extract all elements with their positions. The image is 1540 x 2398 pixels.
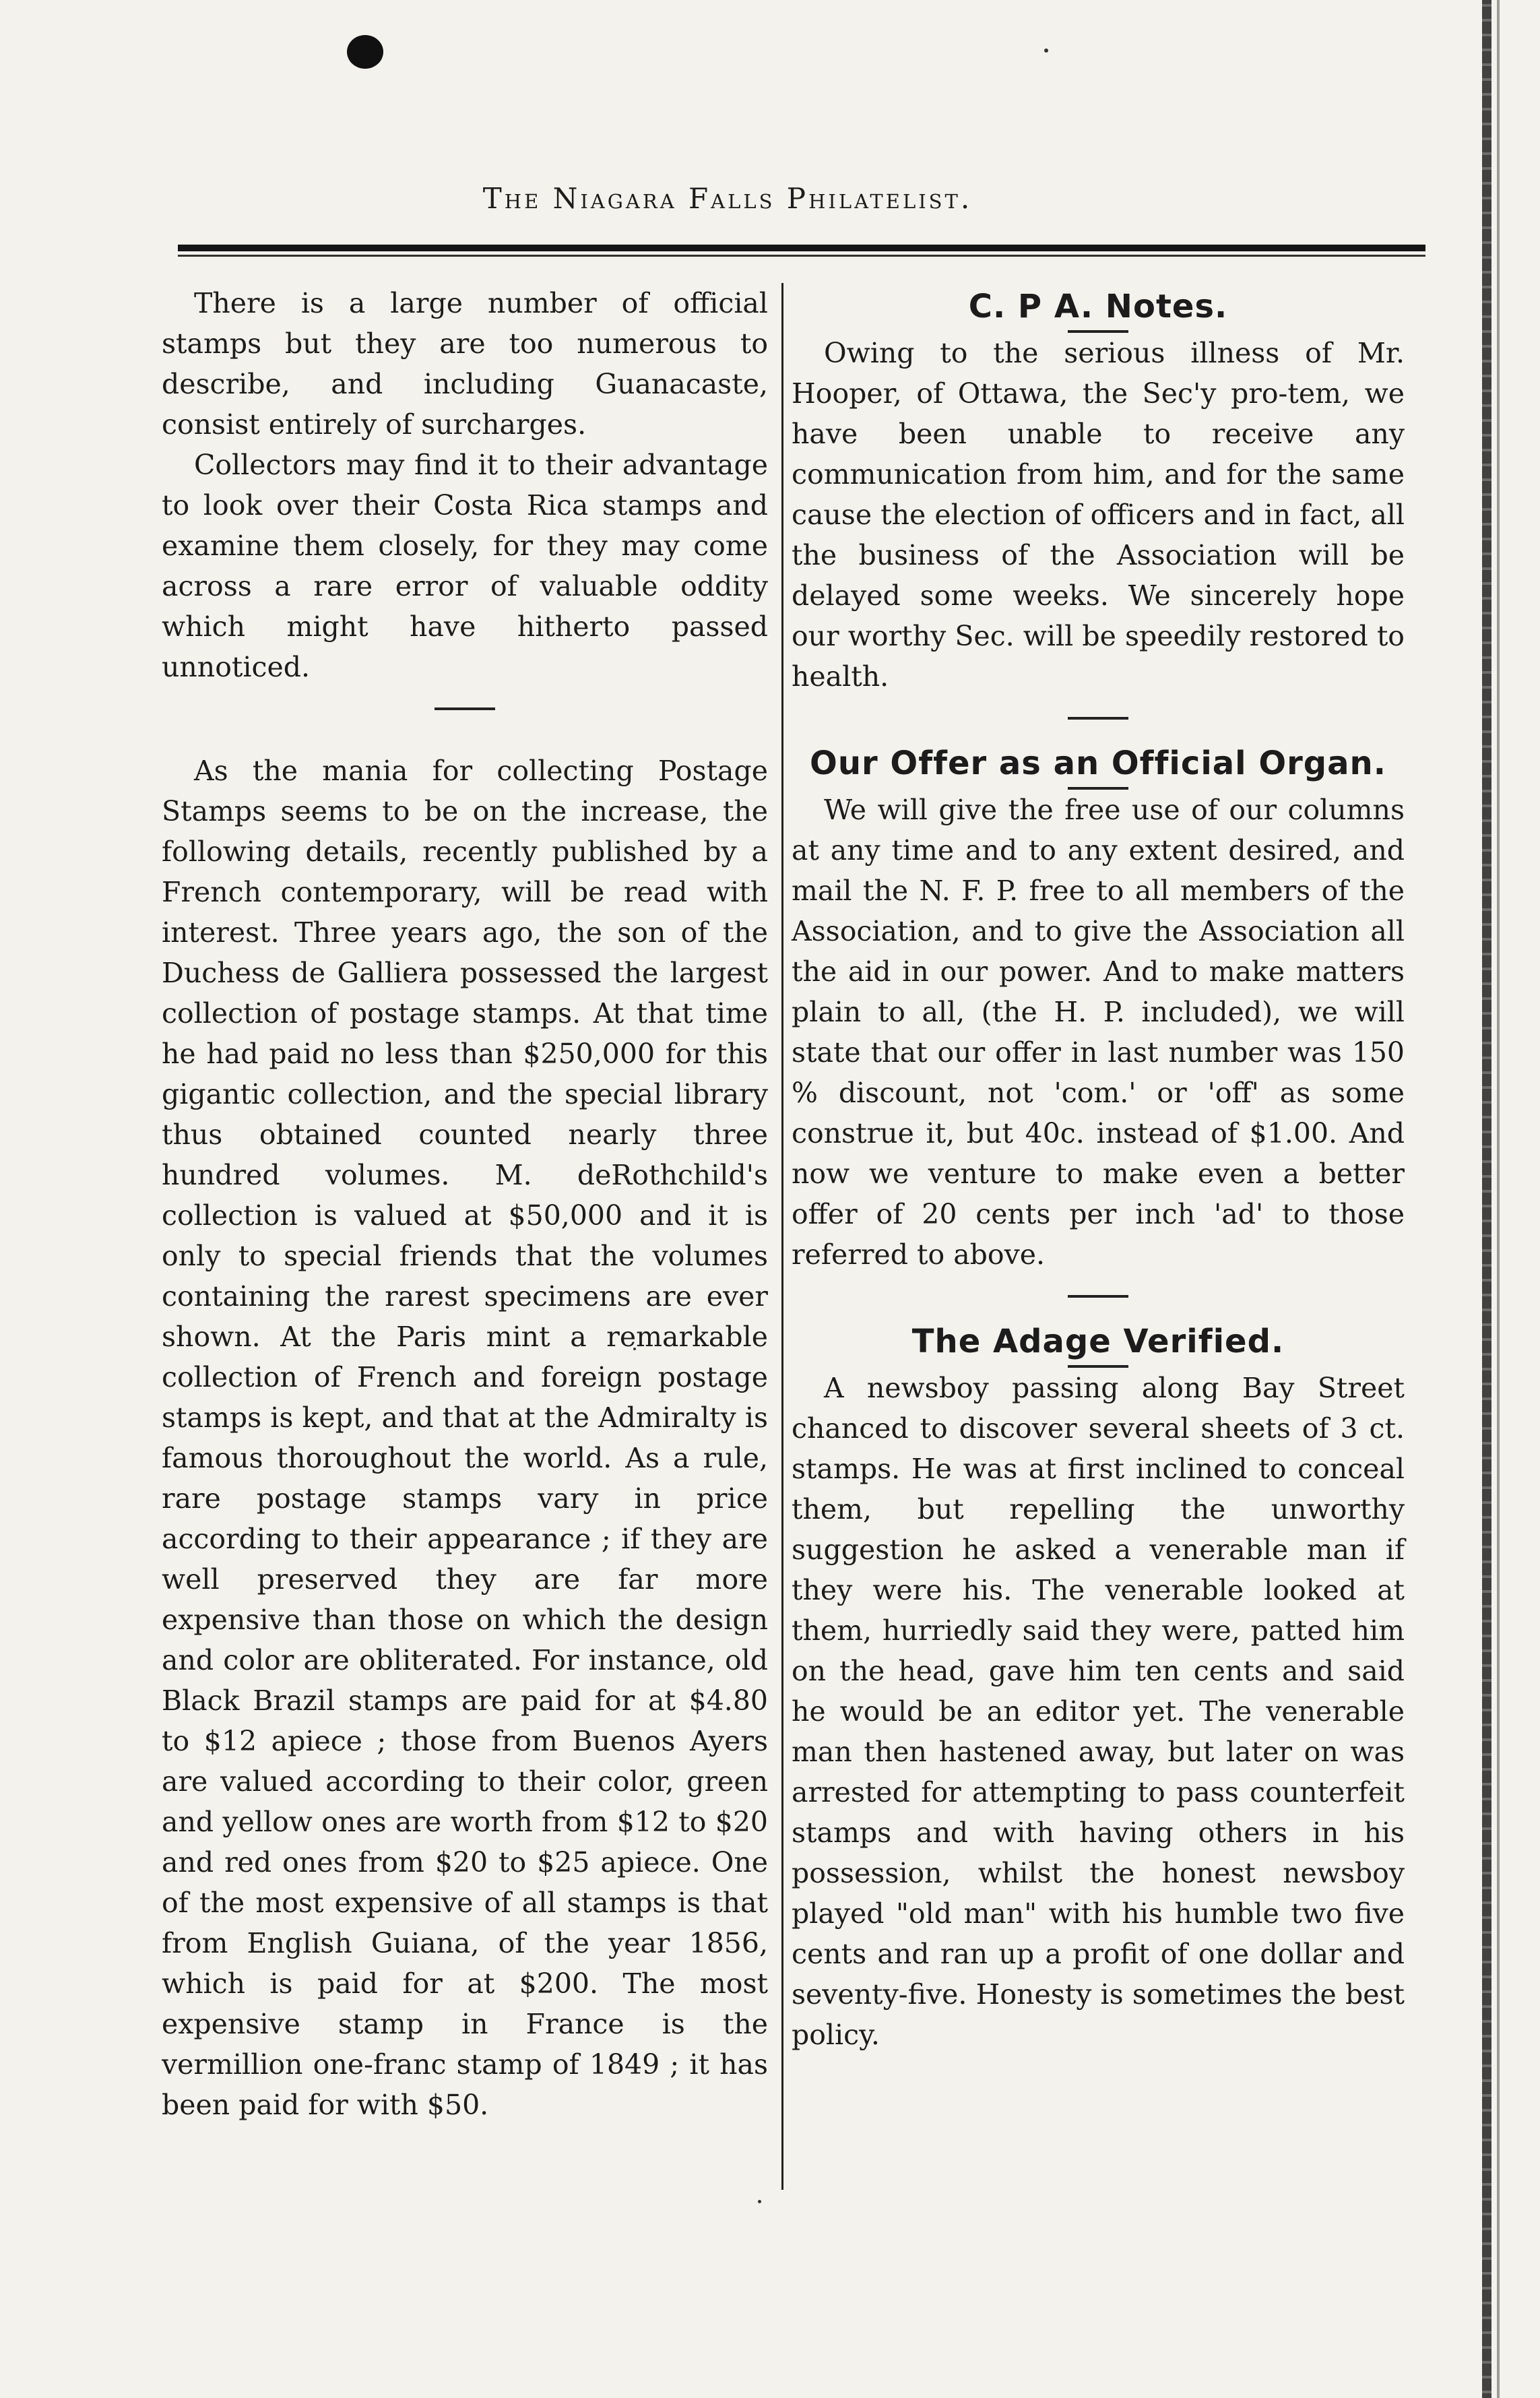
left-column [162, 283, 768, 2125]
article-paragraph: As the mania for collecting Postage Stamps seems to be on the increase, the following details, recently published by a French contemporary, will be read with interest. Three years ago, the son of the Duchess de Galliera possessed the largest collection of postage stamps. At that time he had paid no less than $250,000 for this gigantic collection, and the special library thus obtained counted nearly three hundred volumes. M. deRothchild's collection is valued at $50,000 and it is only to special friends that the volumes containing the rarest specimens are ever shown. At the Paris mint a remarkable collection of French and foreign postage stamps is kept, and that at the Admiralty is famous thoroughout the world. As a rule, rare postage stamps vary in price according to their appearance ; if they are well preserved they are far more expensive than those on which the design and color are obliterated. For instance, old Black Brazil stamps are paid for at $4.80 to $12 apiece ; those from Buenos Ayers are valued according to their color, green and yellow ones are worth from $12 to $20 and red ones from $20 to $25 apiece. One of the most expensive of all stamps is that from English Guiana, of the year 1856, which is paid for at $200. The most expensive stamp in France is the vermillion one-franc stamp of 1849 ; it has been paid for with $50. [162, 755, 768, 2121]
ink-speck [758, 2200, 761, 2203]
ink-blot [347, 35, 383, 69]
right-column [792, 283, 1405, 2055]
section-heading: The Adage Verified. [911, 1323, 1285, 1360]
column-divider [781, 283, 783, 2190]
header-rule [178, 255, 1425, 257]
article-paragraph: We will give the free use of our columns at any time and to any extent desired, and mail the N. F. P. free to all members of the Association, and to give the Association all the aid in our power. And to make matters plain to all, (the H. P. included), we will state that our offer in last number was 150 % discount, not 'com.' or 'off' as some construe it, but 40c. instead of $1.00. And now we venture to make even a better offer of 20 cents per inch 'ad' to those referred to above. [792, 794, 1405, 1271]
section-heading: Our Offer as an Official Organ. [810, 745, 1386, 782]
header-rule [178, 245, 1425, 251]
article-paragraph: Owing to the serious illness of Mr. Hooper, of Ottawa, the Sec'y pro-tem, we have been unable to receive any communication from him, and for the same cause the election of officers and in fact, all the business of the Association will be delayed some weeks. We sincerely hope our worthy Sec. will be speedily restored to health. [792, 337, 1405, 693]
running-head: The Niagara Falls Philatelist. [482, 182, 973, 215]
page-edge-border [1482, 0, 1491, 2398]
article-paragraph: A newsboy passing along Bay Street chanced to discover several sheets of 3 ct. stamps. He was at first inclined to conceal them, but repelling the unworthy suggestion he asked a venerable man if they were his. The venerable looked at them, hurriedly said they were, patted him on the head, gave him ten cents and said he would be an editor yet. The venerable man then hastened away, but later on was arrested for attempting to pass counterfeit stamps and with having others in his possession, whilst the honest newsboy played "old man" with his humble two five cents and ran up a profit of one dollar and seventy-five. Honesty is sometimes the best policy. [792, 1372, 1405, 2051]
article-paragraph: There is a large number of official stamps but they are too numerous to describe, and including Guanacaste, consist entirely of surcharges. [162, 287, 768, 441]
section-heading: C. P A. Notes. [968, 288, 1228, 325]
ink-speck [1044, 49, 1048, 53]
page-edge-border [1497, 0, 1500, 2398]
article-paragraph: Collectors may find it to their advantage to look over their Costa Rica stamps and examine them closely, for they may come across a rare error of valuable oddity which might have hitherto passed unnoticed. [162, 449, 768, 683]
